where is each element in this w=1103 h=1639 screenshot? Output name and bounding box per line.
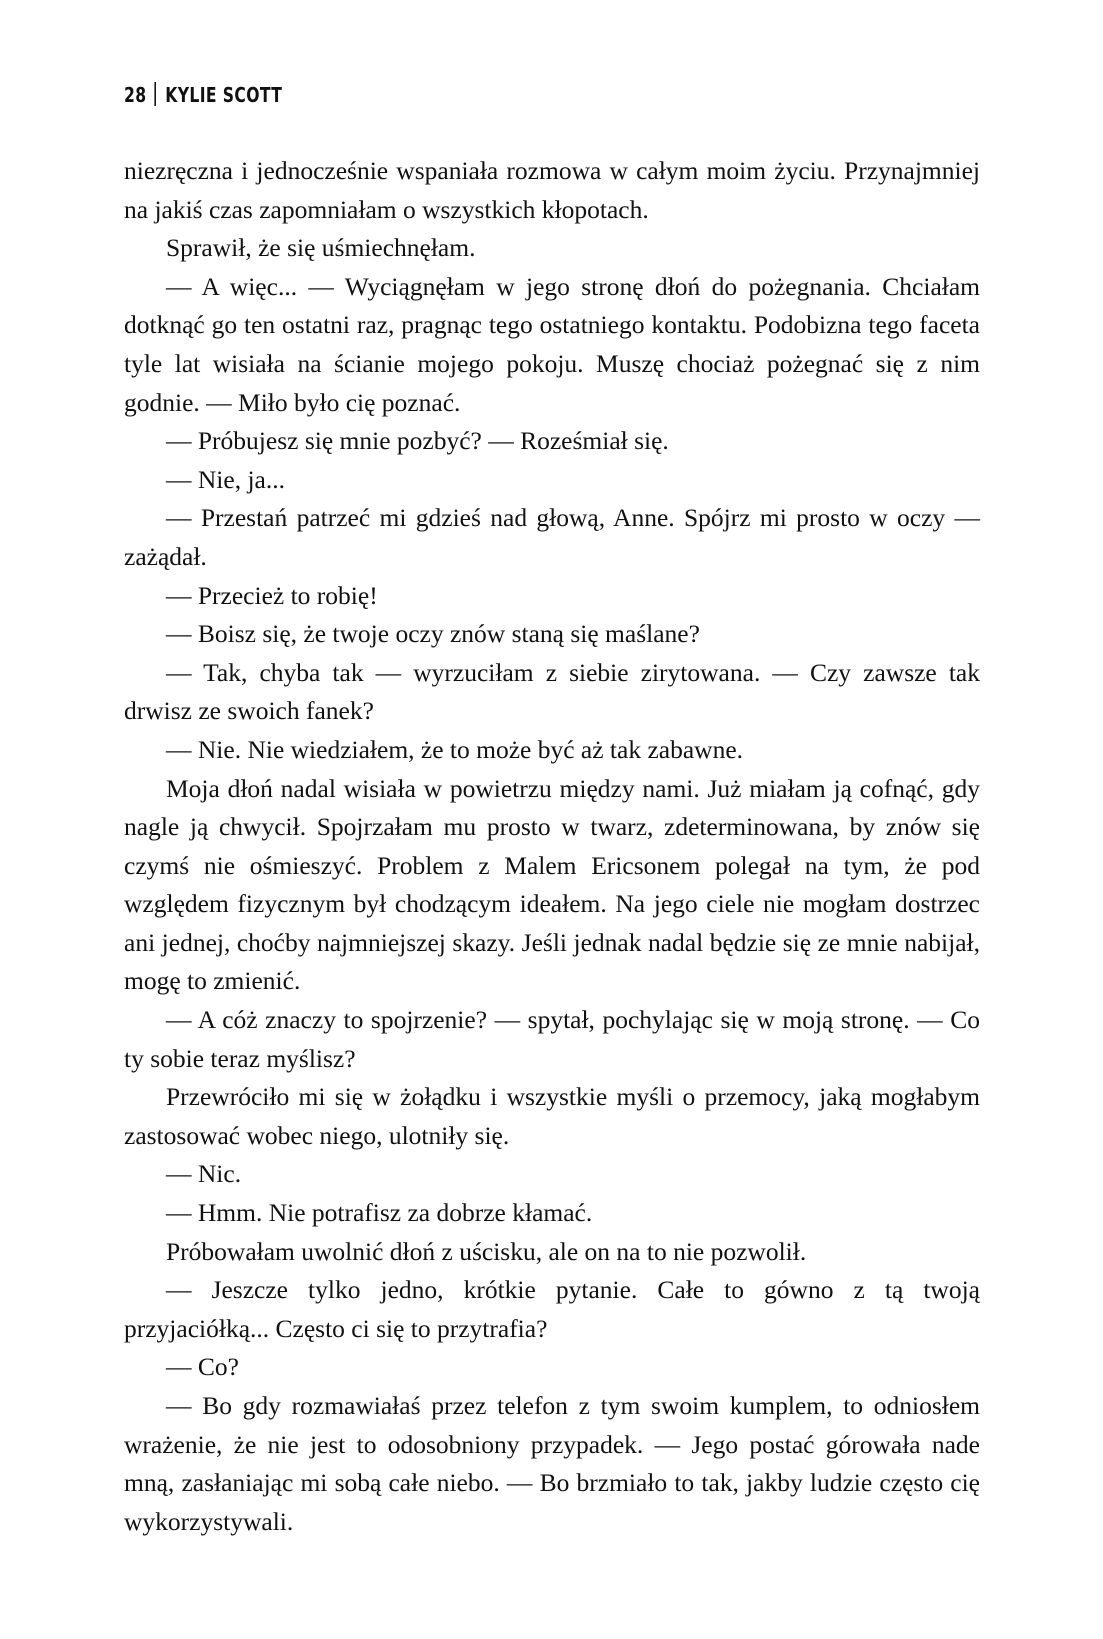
paragraph: — Hmm. Nie potrafisz za dobrze kłamać. bbox=[166, 1198, 593, 1228]
paragraph: — Bo gdy rozmawiałaś przez telefon z tym swoim kumplem, to odniosłem wrażenie, że nie jest to odosobniony przypadek. — Jego postać górowała nade mną, zasłaniając mi sobą całe niebo. — Bo brzmiało to tak, jakby ludzie często cię wykorzystywali. bbox=[124, 1391, 980, 1536]
paragraph: — A więc... — Wyciągnęłam w jego stronę dłoń do pożegnania. Chciałam dotknąć go ten ostatni raz, pragnąc tego ostatniego kontaktu. Podobizna tego faceta tyle lat wisiała na ścianie mojego pokoju. Muszę chociaż pożegnać się z nim godnie. — Miło było cię poznać. bbox=[124, 271, 980, 417]
header-divider bbox=[154, 82, 156, 106]
paragraph: — Próbujesz się mnie pozbyć? — Roześmiał się. bbox=[166, 426, 669, 456]
paragraph: — Przestań patrzeć mi gdzieś nad głową, Anne. Spójrz mi prosto w oczy — zażądał. bbox=[124, 503, 980, 571]
paragraph: Przewróciło mi się w żołądku i wszystkie myśli o przemocy, jaką mogłabym zastosować wobec niego, ulotniły się. bbox=[124, 1082, 980, 1150]
paragraph-continued: niezręczna i jednocześnie wspaniała rozmowa w całym moim życiu. Przynajmniej na jakiś czas zapomniałam o wszystkich kłopotach. bbox=[124, 156, 980, 224]
paragraph: — Nic. bbox=[166, 1159, 242, 1189]
page-number: 28 bbox=[124, 83, 147, 107]
paragraph: Próbowałam uwolnić dłoń z uścisku, ale on na to nie pozwolił. bbox=[166, 1236, 807, 1266]
author-name: KYLIE SCOTT bbox=[165, 83, 283, 107]
paragraph: Moja dłoń nadal wisiała w powietrzu między nami. Już miałam ją cofnąć, gdy nagle ją chwycił. Spojrzałam mu prosto w twarz, zdeterminowana, by znów się czymś nie ośmieszyć. Problem z Malem Ericsonem polegał na tym, że pod względem fizycznym był chodzącym ideałem. Na jego ciele nie mogłam dostrzec ani jednej, choćby najmniejszej skazy. Jeśli jednak nadal będzie się ze mnie nabijał, mogę to zmienić. bbox=[124, 773, 980, 996]
paragraph: — Nie. Nie wiedziałem, że to może być aż tak zabawne. bbox=[166, 734, 744, 764]
paragraph: — A cóż znaczy to spojrzenie? — spytał, pochylając się w moją stronę. — Co ty sobie teraz myślisz? bbox=[124, 1005, 980, 1073]
running-header bbox=[124, 82, 282, 107]
paragraph: Sprawił, że się uśmiechnęłam. bbox=[166, 233, 476, 263]
paragraph: — Tak, chyba tak — wyrzuciłam z siebie zirytowana. — Czy zawsze tak drwisz ze swoich fanek? bbox=[124, 657, 980, 726]
paragraph: — Boisz się, że twoje oczy znów staną się maślane? bbox=[166, 619, 700, 649]
paragraph: — Jeszcze tylko jedno, krótkie pytanie. Całe to gówno z tą twoją przyjaciółką... Często ci się to przytrafia? bbox=[124, 1275, 980, 1343]
paragraph: — Przecież to robię! bbox=[166, 580, 378, 610]
paragraph: — Co? bbox=[166, 1352, 239, 1382]
paragraph: — Nie, ja... bbox=[166, 464, 285, 494]
text-body bbox=[124, 152, 980, 1541]
